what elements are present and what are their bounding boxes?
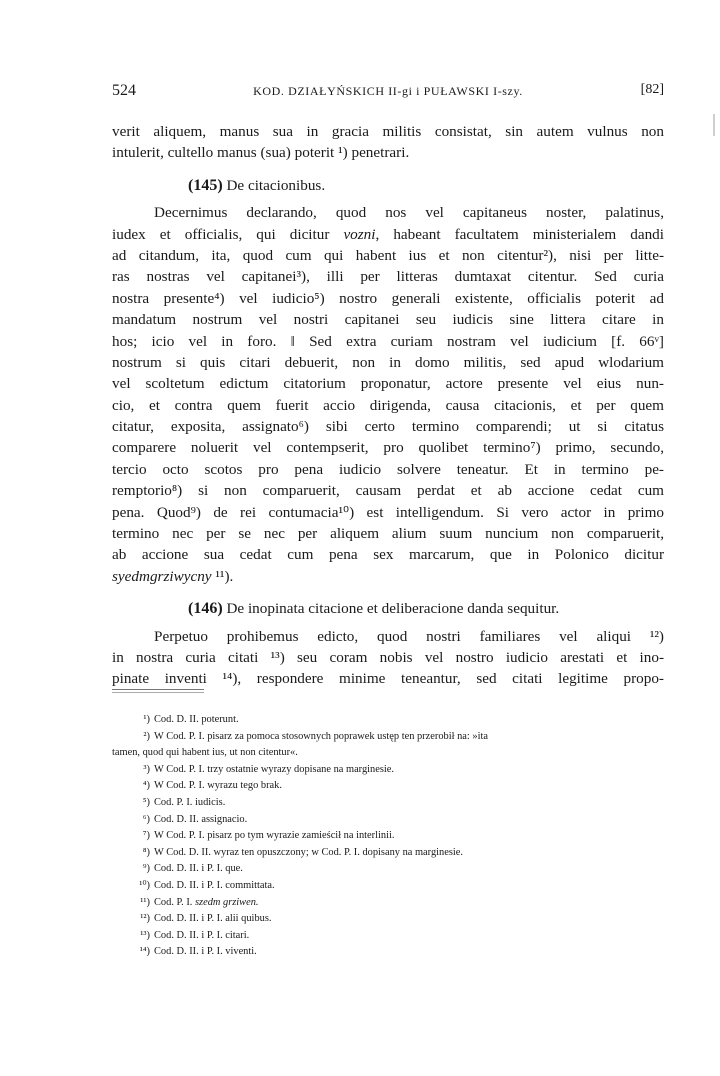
italic-term: vozni (343, 225, 376, 243)
text-line: in nostra curia citati ¹³) seu coram nobis vel nostro iudicio arestati et ino- (112, 648, 664, 666)
footnotes (112, 712, 664, 961)
footnote-continuation: tamen, quod qui habent ius, ut non citentur«. (112, 747, 298, 759)
footnote: ¹¹) Cod. P. I. szedm grziwen. (140, 896, 259, 908)
section-number: (146) (188, 600, 223, 618)
text-line: nostra presente⁴) vel iudicio⁵) nostro generali existente, officialis poterit ad (112, 289, 664, 307)
running-header (112, 82, 664, 104)
text-line: cio, et contra quem fuerit accio dirigenda, causa citacionis, et per quem (112, 396, 664, 414)
footnote: ⁵) Cod. P. I. iudicis. (142, 796, 226, 808)
text-line: remptorio⁸) si non comparuerit, causam perdat et ab accione cedat cum (112, 482, 664, 500)
folio-number: [82] (640, 82, 664, 97)
footnote: ⁷) W Cod. P. I. pisarz po tym wyrazie zamieścił na interlinii. (142, 830, 395, 842)
text-line: termino nec per se nec per aliquem alium suum nuncium non comparuerit, (112, 525, 664, 543)
text-line: intulerit, cultello manus (sua) poterit ¹) penetrari. (112, 144, 410, 162)
text-line: nostrum si quis citari debuerit, non in domo militis, sed apud wlodarium (112, 353, 664, 371)
footnote: ⁸) W Cod. D. II. wyraz ten opuszczony; w Cod. P. I. dopisany na marginesie. (142, 846, 463, 858)
footnote: ³) W Cod. P. I. trzy ostatnie wyrazy dopisane na marginesie. (143, 763, 394, 775)
italic-term: syedmgrziwycny (112, 567, 212, 585)
section-heading-146 (112, 598, 664, 619)
text-line: hos; icio vel in foro. ‖ Sed extra curiam nostram vel iudicium [f. 66ᵛ] (112, 332, 664, 350)
text-line: ad citandum, ita, quod cum qui habent ius et non citentur²), nisi per litte- (112, 246, 664, 264)
text-line: Decernimus declarando, quod nos vel capitaneus noster, palatinus, (154, 204, 664, 222)
text-line: pena. Quod⁹) de rei contumacia¹⁰) est intelligendum. Si vero actor in primo (112, 503, 664, 521)
text-line: ras nostras vel capitanei³), illi per litteras dumtaxat citentur. Sed curia (112, 268, 664, 286)
footnote: ⁶) Cod. D. II. assignacio. (142, 813, 248, 825)
footnote: ¹²) Cod. D. II. i P. I. alii quibus. (140, 913, 272, 925)
text-line: mandatum nostrum vel nostri capitanei seu iudicis sine littera citare in (112, 311, 664, 329)
footnote: ¹⁴) Cod. D. II. i P. I. viventi. (139, 946, 257, 958)
footnote-separator (112, 689, 204, 690)
footnote-separator (112, 692, 204, 693)
running-title: KOD. DZIAŁYŃSKICH II-gi i PUŁAWSKI I-szy. (253, 84, 523, 98)
text-line: ab accione sua cedat cum pena sex marcarum, que in Polonico dicitur (112, 546, 664, 564)
text-line: verit aliquem, manus sua in gracia militis consistat, sin autem vulnus non (112, 123, 664, 140)
page-number: 524 (112, 82, 136, 99)
main-text (112, 121, 664, 690)
text-line: vel scoltetum edictum citatorium proponatur, actore presente vel eius nun- (112, 375, 664, 393)
text-line: citatur, exposita, assignato⁶) sibi certo termino comparendi; ut si citatus (112, 418, 664, 436)
text-line: tercio octo scotos pro pena iudicio solvere teneatur. Et in termino pe- (112, 460, 664, 478)
footnote: ¹) Cod. D. II. poterunt. (143, 714, 239, 725)
footnote: ¹⁰) Cod. D. II. i P. I. committata. (139, 879, 275, 891)
footnote: ²) W Cod. P. I. pisarz za pomoca stosownych poprawek ustęp ten przerobił na: »ita (143, 730, 488, 742)
footnote: ⁹) Cod. D. II. i P. I. que. (142, 863, 243, 875)
page-edge-mark (713, 114, 715, 136)
section-title: De inopinata citacione et deliberacione danda sequitur. (226, 600, 560, 618)
text-line: Perpetuo prohibemus edicto, quod nostri familiares vel aliqui ¹²) (154, 627, 664, 645)
footnote: ¹³) Cod. D. II. i P. I. citari. (140, 929, 250, 941)
section-heading-145 (112, 175, 664, 196)
section-title: De citacionibus. (226, 176, 326, 194)
section-number: (145) (188, 176, 223, 194)
text-line: syedmgrziwycny ¹¹). (112, 567, 234, 585)
text-line: iudex et officialis, qui dicitur vozni, habeant facultatem ministerialem dandi (112, 225, 664, 243)
footnote: ⁴) W Cod. P. I. wyrazu tego brak. (142, 780, 282, 792)
text-line: comparere noluerit vel contempserit, pro quolibet termino⁷) primo, secundo, (112, 439, 664, 457)
text-line: pinate inventi ¹⁴), respondere minime teneantur, sed citati legitime propo- (112, 670, 664, 688)
